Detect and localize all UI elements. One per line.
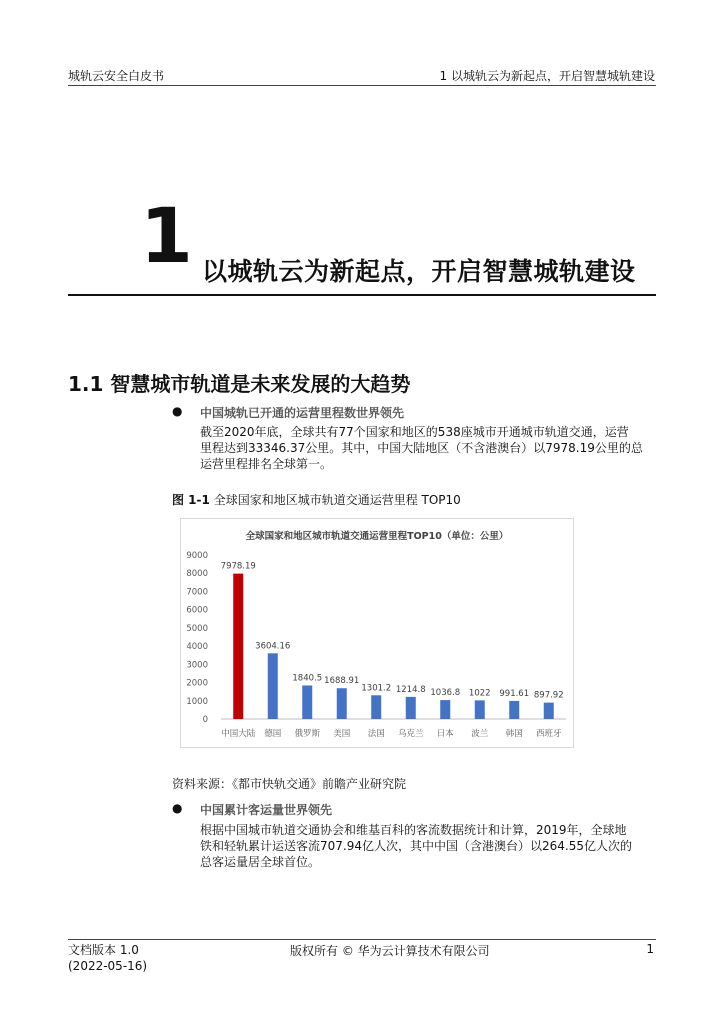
paragraph-line: 运营里程排名全球第一。 — [200, 457, 333, 471]
x-tick-label: 法国 — [367, 729, 385, 739]
y-tick-label: 5000 — [186, 623, 208, 634]
bullet-title: 中国城轨已开通的运营里程数世界领先 — [200, 406, 405, 420]
footer-version-block — [68, 942, 147, 974]
x-tick-label: 西班牙 — [535, 729, 562, 739]
chapter-number: 1 — [140, 191, 193, 280]
chapter-divider — [68, 294, 656, 296]
y-tick-label: 8000 — [186, 569, 208, 580]
bullet-paragraph — [200, 822, 662, 870]
figure-caption-text: 全球国家和地区城市轨道交通运营里程 TOP10 — [213, 493, 461, 507]
section-title: 1.1 智慧城市轨道是未来发展的大趋势 — [68, 372, 411, 396]
bar — [509, 701, 519, 719]
running-header-left: 城轨云安全白皮书 — [68, 69, 165, 83]
bullet-marker: ● — [172, 801, 183, 815]
x-tick-label: 波兰 — [471, 729, 489, 739]
bar — [440, 700, 450, 719]
y-tick-label: 1000 — [186, 696, 208, 707]
data-label: 7978.19 — [220, 561, 256, 572]
bar — [268, 653, 278, 719]
running-header-right: 1 以城轨云为新起点，开启智慧城轨建设 — [439, 69, 655, 83]
data-label: 3604.16 — [255, 641, 291, 652]
bar — [544, 703, 554, 719]
bar — [371, 695, 381, 719]
header-divider — [68, 85, 656, 86]
figure-caption — [172, 491, 461, 508]
bar — [406, 697, 416, 719]
y-tick-label: 7000 — [186, 587, 208, 598]
data-label: 897.92 — [533, 690, 564, 701]
paragraph-line: 根据中国城市轨道交通协会和维基百科的客流数据统计和计算，2019年，全球地 — [200, 823, 627, 837]
document-date: (2022-05-16) — [68, 959, 148, 973]
document-version: 文档版本 1.0 — [68, 943, 139, 957]
x-tick-label: 乌克兰 — [397, 729, 424, 739]
chart-title: 全球国家和地区城市轨道交通运营里程TOP10（单位：公里） — [245, 531, 509, 542]
footer-divider — [68, 939, 656, 940]
y-tick-label: 3000 — [186, 660, 208, 671]
bar — [302, 685, 312, 719]
bullet-title: 中国累计客运量世界领先 — [200, 803, 333, 817]
y-tick-label: 4000 — [186, 642, 208, 653]
y-tick-label: 9000 — [186, 551, 208, 561]
y-tick-label: 6000 — [186, 605, 208, 616]
source-note: 资料来源：《都市快轨交通》前瞻产业研究院 — [172, 777, 407, 791]
bar — [233, 574, 243, 719]
y-tick-label: 2000 — [186, 678, 208, 689]
x-tick-label: 中国大陆 — [221, 729, 256, 739]
data-label: 991.61 — [499, 688, 530, 699]
x-tick-label: 德国 — [264, 729, 282, 739]
bar — [337, 688, 347, 719]
data-label: 1022 — [468, 688, 491, 699]
paragraph-line: 铁和轻轨累计运送客流707.94亿人次，其中中国（含港澳台）以264.55亿人次的 — [200, 839, 632, 853]
bar-chart — [180, 518, 574, 748]
chapter-title: 以城轨云为新起点，开启智慧城轨建设 — [202, 257, 636, 286]
bullet-marker: ● — [172, 404, 183, 418]
chart-canvas — [181, 519, 573, 747]
page-number: 1 — [646, 942, 654, 956]
data-label: 1214.8 — [395, 684, 426, 695]
x-tick-label: 美国 — [333, 729, 351, 739]
data-label: 1036.8 — [430, 688, 461, 699]
paragraph-line: 截至2020年底，全球共有77个国家和地区的538座城市开通城市轨道交通，运营 — [200, 425, 629, 439]
x-tick-label: 俄罗斯 — [294, 729, 321, 739]
data-label: 1840.5 — [292, 673, 323, 684]
figure-label: 图 1-1 — [172, 493, 210, 507]
paragraph-line: 里程达到33346.37公里。其中，中国大陆地区（不含港澳台）以7978.19公里的总 — [200, 441, 643, 455]
copyright: 版权所有 © 华为云计算技术有限公司 — [290, 944, 490, 958]
y-tick-label: 0 — [202, 715, 208, 725]
bullet-paragraph — [200, 424, 662, 472]
data-label: 1688.91 — [324, 676, 360, 687]
x-tick-label: 日本 — [436, 729, 454, 739]
paragraph-line: 总客运量居全球首位。 — [200, 855, 321, 869]
data-label: 1301.2 — [361, 683, 392, 694]
x-tick-label: 韩国 — [505, 729, 523, 739]
bar — [475, 700, 485, 719]
